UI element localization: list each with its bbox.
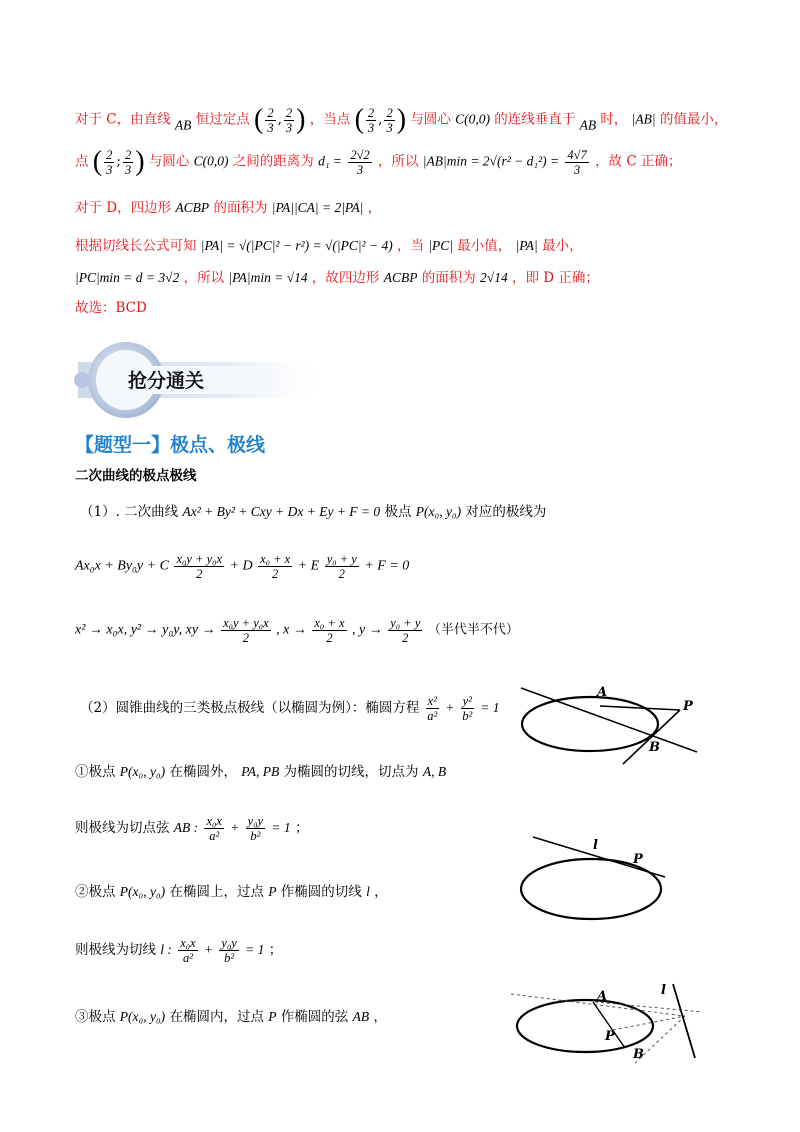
ellipse: [522, 697, 658, 751]
case-2: ②极点 P(x₀, y₀) 在椭圆上，过点 P 作椭圆的切线 l ，: [75, 884, 388, 900]
case-1-polar: 则极线为切点弦 AB : $\frac{\text{x₀x}}{\text{a²}}$ + $\frac{\text{y₀y}}{\text{b²}}$ = 1 ；: [75, 814, 309, 843]
solution-answer: 故选：BCD: [75, 300, 147, 316]
tangent-line-l: [533, 837, 665, 877]
label-p: P: [683, 699, 693, 714]
case-1: ①极点 P(x₀, y₀) 在椭圆外， PA, PB 为椭圆的切线，切点为 A, B: [75, 764, 447, 780]
label-p: P: [633, 852, 643, 867]
figure-outside-ellipse: [515, 680, 705, 770]
section-banner: [68, 338, 328, 422]
banner-label: 抢分通关: [128, 370, 205, 392]
para-1: （1）. 二次曲线 Ax² + By² + Cxy + Dx + Ey + F = 0 极点 P(x₀, y₀) 对应的极线为: [80, 504, 547, 520]
figure-inside-ellipse: [505, 978, 710, 1068]
subhead: 二次曲线的极点极线: [75, 468, 197, 484]
figure-on-ellipse: [515, 835, 675, 925]
solution-line-4: 根据切线长公式可知 |PA| = √(|PC|² − r²) = √(|PC|² − 4) ，当 |PC| 最小值， |PA| 最小，: [75, 238, 583, 254]
section-title: 【题型一】极点、极线: [75, 434, 266, 456]
solution-line-5: |PC|min = d = 3√2 ，所以 |PA|min = √14 ，故四边形 ACBP 的面积为 2√14 ，即 D 正确；: [75, 270, 599, 286]
label-p: P: [605, 1029, 615, 1044]
banner-graphic: [68, 338, 328, 422]
case-3: ③极点 P(x₀, y₀) 在椭圆内，过点 P 作椭圆的弦 AB ，: [75, 1009, 387, 1025]
solution-line-2: 点 ( $\frac{2}{3}$ ; $\frac{2}{3}$ ) 与圆心 C(0,0) 之间的距离为 d₁ = $\frac{2√2}{3}$ ，所以 |AB|min = 2√(r² − d₁²) = $\frac{4√7}{3}$ ，故 C 正确；: [75, 146, 682, 177]
dashed-line: [595, 1002, 703, 1012]
case-2-polar: 则极线为切线 l : $\frac{\text{x₀x}}{\text{a²}}$ + $\frac{\text{y₀y}}{\text{b²}}$ = 1 ；: [75, 936, 283, 965]
solution-line-3: 对于 D，四边形 ACBP 的面积为 |PA||CA| = 2|PA| ，: [75, 200, 382, 216]
label-l: l: [593, 838, 598, 853]
math-ab: AB: [174, 117, 192, 133]
label-b: B: [633, 1047, 644, 1062]
label-a: A: [597, 685, 608, 700]
label-l: l: [661, 983, 666, 998]
substitution-rule: x² → x₀x, y² → y₀y, xy → $\frac{\text{x₀y + y₀x}}{2}$ , x → $\frac{\text{x₀ + x}}{2}$ , y → $\frac{\text{y₀ + y}}{2}$ （半代半不代）: [75, 616, 519, 645]
polar-line-l: [673, 984, 695, 1058]
label-a: A: [597, 989, 608, 1004]
polar-line-equation: Ax₀x + By₀y + C $\frac{\text{x₀y + y₀x}}{2}$ + D $\frac{\text{x₀ + x}}{2}$ + E $\frac{\text{y₀ + y}}{2}$ + F = 0: [75, 552, 410, 581]
label-b: B: [649, 740, 660, 755]
solution-line-1: 对于 C，由直线 AB 恒过定点 ( $\frac{2}{3}$ , $\frac{2}{3}$ ) ，当点 ( $\frac{2}{3}$ , $\frac{2}{3}$ ) 与圆心 C(0,0) 的连线垂直于 AB 时， |AB| 的值最小，: [75, 104, 728, 135]
ellipse: [521, 859, 661, 919]
tangent-line-pb: [623, 710, 680, 764]
para-2: （2）圆锥曲线的三类极点极线（以椭圆为例）：椭圆方程 $\frac{\text{x²}}{\text{a²}}$ + $\frac{\text{y²}}{\text{b²}}$ = 1: [80, 694, 500, 723]
